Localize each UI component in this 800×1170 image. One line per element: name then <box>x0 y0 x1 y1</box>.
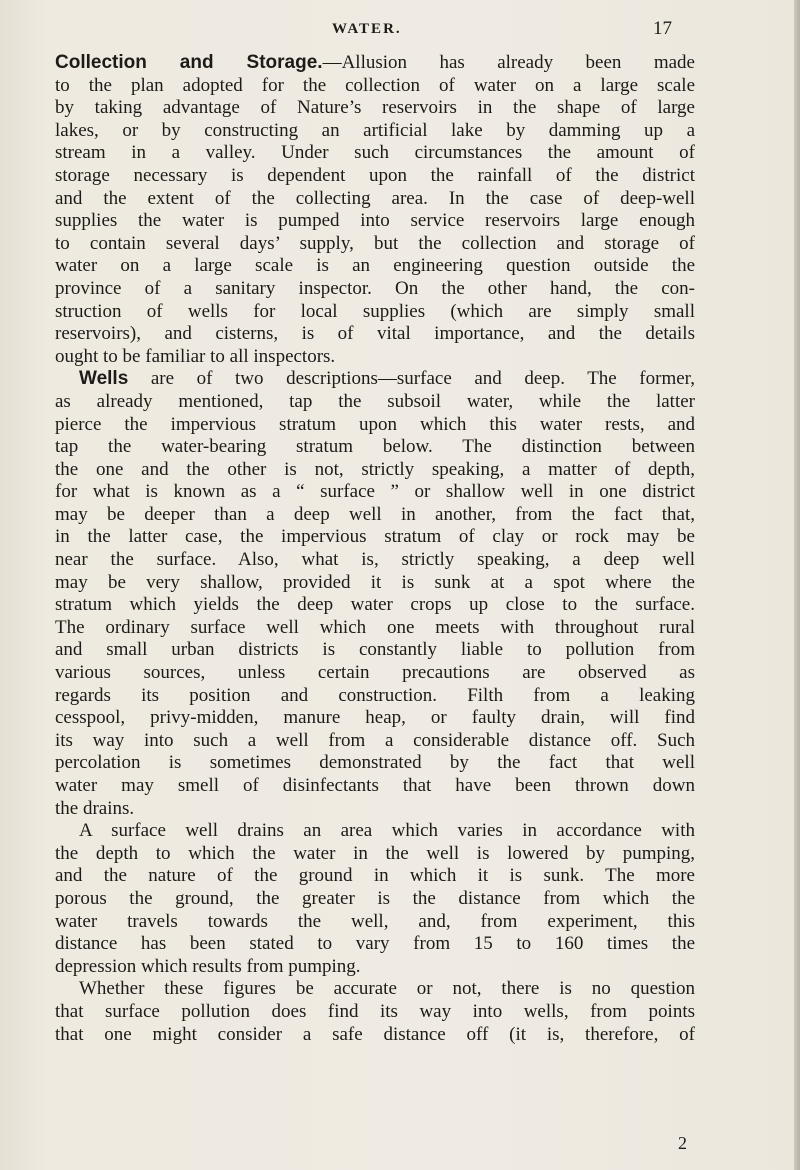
paragraph-line: cesspool, privy-midden, manure heap, or faulty drain, will find <box>55 707 695 729</box>
page-number: 17 <box>653 18 672 39</box>
paragraph-line: for what is known as a “ surface ” or shallow well in one district <box>55 481 695 503</box>
paragraph-line: to contain several days’ supply, but the collection and storage of <box>55 232 695 254</box>
section-heading-wells: Wells <box>79 368 129 390</box>
paragraph-line: and the extent of the collecting area. In the case of deep-well <box>55 187 695 209</box>
running-title: WATER. <box>332 21 402 37</box>
paragraph-line: that one might consider a safe distance off (it is, therefore, of <box>55 1023 695 1045</box>
paragraph-line: the depth to which the water in the well is lowered by pumping, <box>55 842 695 864</box>
page-edge-shadow <box>794 0 800 1170</box>
paragraph-line: the one and the other is not, strictly speaking, a matter of depth, <box>55 458 695 480</box>
paragraph-line: A surface well drains an area which varies in accordance with <box>79 820 695 842</box>
paragraph-line: storage necessary is dependent upon the rainfall of the district <box>55 164 695 186</box>
paragraph-line: in the latter case, the impervious stratum of clay or rock may be <box>55 526 695 548</box>
paragraph-line: percolation is sometimes demonstrated by the fact that well <box>55 752 695 774</box>
paragraph-line: pierce the impervious stratum upon which this water rests, and <box>55 413 695 435</box>
paragraph-line: The ordinary surface well which one meets with throughout rural <box>55 616 695 638</box>
paragraph-line: water on a large scale is an engineering question outside the <box>55 255 695 277</box>
running-head <box>0 18 800 42</box>
paragraph-line: Wells are of two descriptions—surface and deep. The former, <box>79 368 695 390</box>
paragraph-line: to the plan adopted for the collection of water on a large scale <box>55 74 695 96</box>
paragraph-line: and small urban districts is constantly liable to pollution from <box>55 639 695 661</box>
paragraph-line: may be deeper than a deep well in another, from the fact that, <box>55 503 695 525</box>
paragraph-line: tap the water-bearing stratum below. The distinction between <box>55 436 695 458</box>
paragraph-line: province of a sanitary inspector. On the other hand, the con- <box>55 277 695 299</box>
paragraph-line: water may smell of disinfectants that have been thrown down <box>55 775 695 796</box>
paragraph-line: water travels towards the well, and, from experiment, this <box>55 910 695 932</box>
paragraph-line: and the nature of the ground in which it is sunk. The more <box>55 865 695 887</box>
paragraph-line: may be very shallow, provided it is sunk at a spot where the <box>55 571 695 593</box>
paragraph-line: stratum which yields the deep water crops up close to the surface. <box>55 594 695 616</box>
signature-mark: 2 <box>678 1133 687 1153</box>
paragraph-line: by taking advantage of Nature’s reservoirs in the shape of large <box>55 97 695 119</box>
paragraph-line: stream in a valley. Under such circumstances the amount of <box>55 142 695 164</box>
paragraph-line: depression which results from pumping. <box>55 955 361 977</box>
paragraph-line: Whether these figures be accurate or not, there is no question <box>79 978 695 1000</box>
paragraph-line: struction of wells for local supplies (which are simply small <box>55 300 695 322</box>
paragraph-line: regards its position and construction. Filth from a leaking <box>55 684 695 706</box>
paragraph-line: reservoirs), and cisterns, is of vital importance, and the details <box>55 323 695 345</box>
paragraph-line: the drains. <box>55 797 135 819</box>
paragraph-line: ought to be familiar to all inspectors. <box>55 345 336 367</box>
paragraph-line: porous the ground, the greater is the distance from which the <box>55 887 695 909</box>
paragraph-line: various sources, unless certain precautions are observed as <box>55 662 695 684</box>
paragraph-line: distance has been stated to vary from 15 to 160 times the <box>55 933 695 955</box>
paragraph-line: supplies the water is pumped into service reservoirs large enough <box>55 210 695 232</box>
paragraph-line: its way into such a well from a considerable distance off. Such <box>55 729 695 751</box>
paragraph-line: near the surface. Also, what is, strictly speaking, a deep well <box>55 549 695 571</box>
section-heading-collection: Collection and Storage. <box>55 52 323 73</box>
paragraph-line: Collection and Storage.—Allusion has already been made <box>55 52 695 73</box>
body-text <box>55 52 695 1046</box>
paragraph-line: lakes, or by constructing an artificial lake by damming up a <box>55 119 695 141</box>
paragraph-line: as already mentioned, tap the subsoil water, while the latter <box>55 390 695 412</box>
paragraph-line: that surface pollution does find its way into wells, from points <box>55 1000 695 1022</box>
